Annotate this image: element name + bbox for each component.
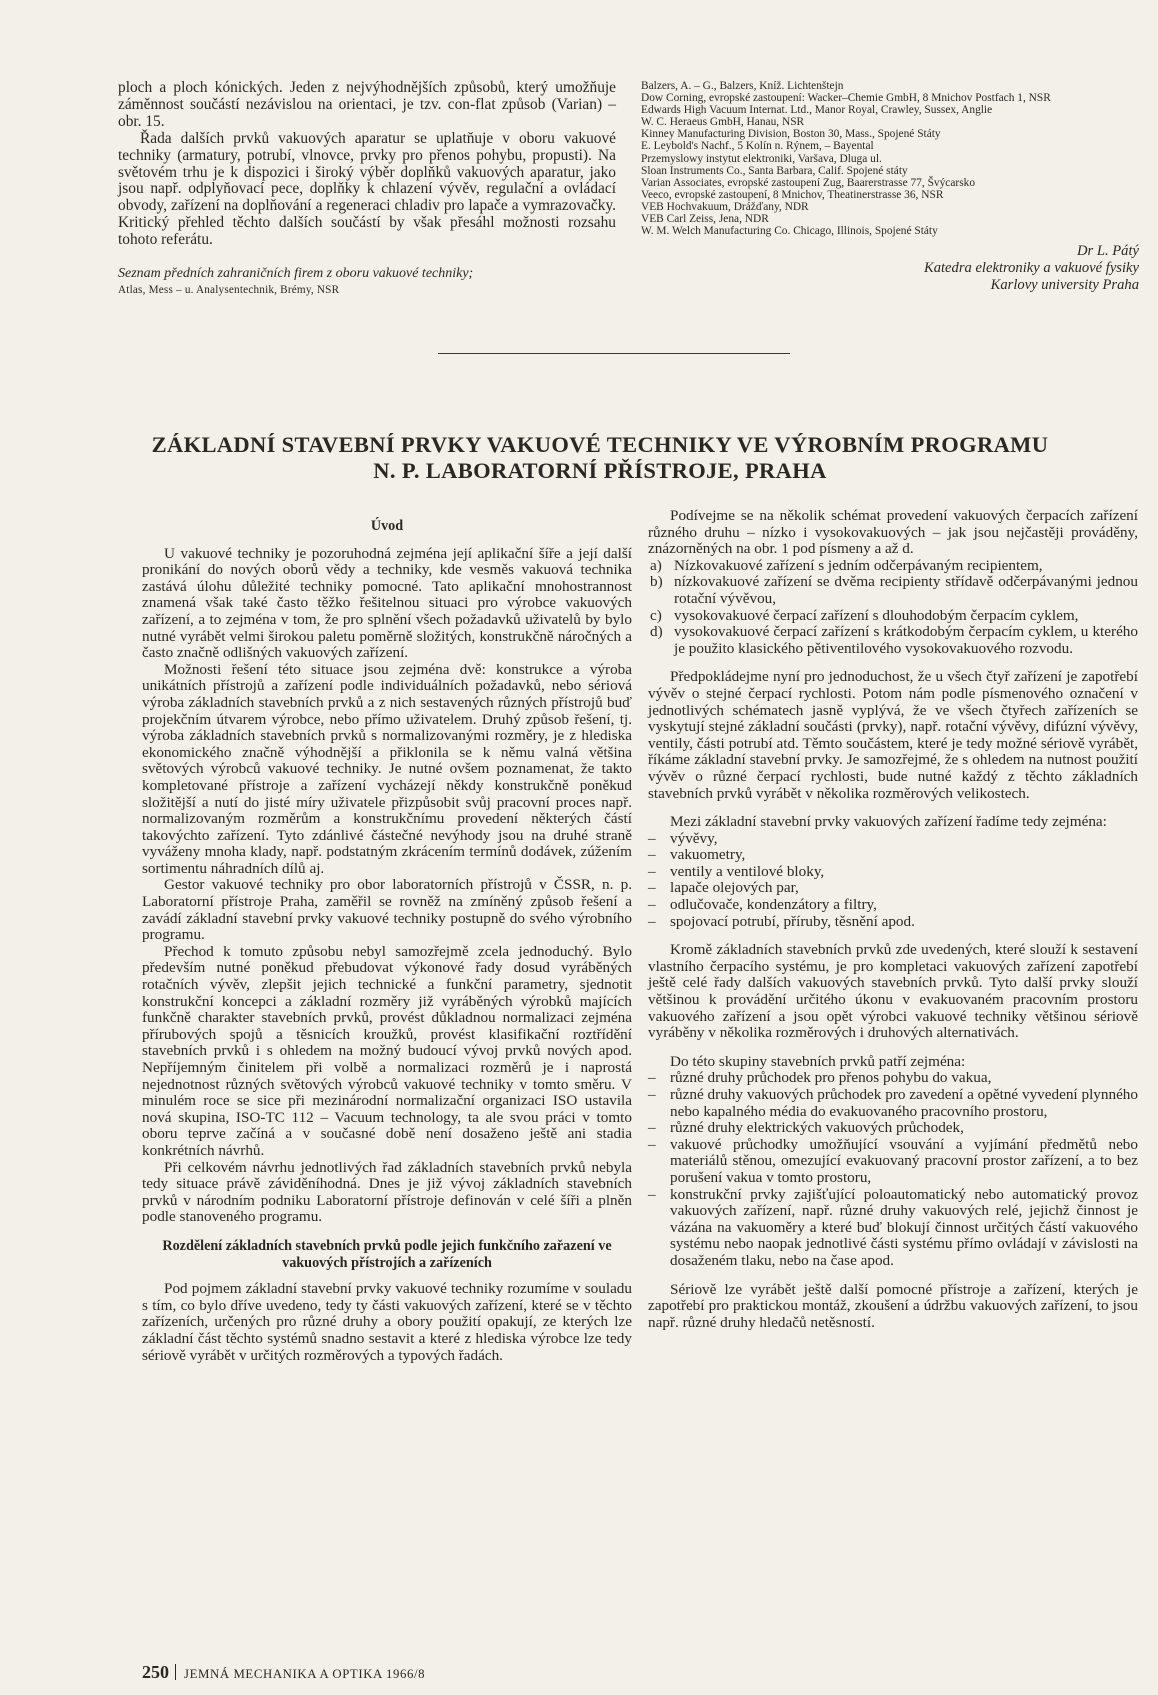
list-item-text: odlučovače, kondenzátory a filtry, (670, 896, 877, 914)
list-marker: b) (650, 573, 663, 591)
dash-list-additional-elements (648, 1070, 1138, 1269)
footer-separator (175, 1664, 176, 1680)
paragraph: Při celkovém návrhu jednotlivých řad základních stavebních prvků nebyla tedy situace právě záviděníhodná. Dnes je již vývoj základních stavebních prvků v národním podniku Laboratorní přístroje definován v celé šíři a plněn podle stanoveného programu. (142, 1158, 632, 1226)
paragraph: Kromě základních stavebních prvků zde uvedených, které slouží k sestavení vlastního čerpacího systému, je pro kompletaci vakuových zařízení zapotřebí ještě celé řady dalších vakuových stavebních prvků. Tyto další prvky slouží většinou k provádění určitého úkonu v evakuovaném pracovním prostoru vakuového zařízení a jsou opět výrobci vakuové techniky většinou sériově vyráběny v několika rozměrových i druhových alternativách. (648, 941, 1138, 1042)
list-item (648, 831, 1138, 848)
paragraph: Možnosti řešení této situace jsou zejména dvě: konstrukce a výroba unikátních přístrojů a zařízení podle individuálních požadavků, nebo sériová výroba základních stavebních prvků a z nich sestavených různých přístrojů buď projekčním útvarem výrobce, nebo přímo uživatelem. Druhý způsob řešení, tj. výroba základních stavebních prvků s normalizovanými rozměry, je z hlediska ekonomického značně výhodnější a přiklonila se k němu valná většina světových výrobců vakuové techniky. Je nutné ovšem poznamenat, že takto kompletované přístroje a zařízení vycházejí někdy konstrukčně poněkud složitější a nutí do jisté míry uživatele přizpůsobit svůj pracovní proces např. normalizovaným rozměrům a konstrukčnímu provedení některých částí takovýchto zařízení. Tyto zdánlivé částečné nevýhody jsou na druhé straně vyváženy mnoha klady, např. podstatným zkrácením termínů dodávek, zúžením sortimentu náhradních dílů aj. (142, 660, 632, 877)
dash-marker: – (648, 846, 656, 864)
list-item (648, 914, 1138, 931)
list-item-text: spojovací potrubí, příruby, těsnění apod. (670, 912, 915, 930)
list-item-text: Nízkovakuové zařízení s jedním odčerpávaným recipientem, (674, 556, 1043, 574)
list-item (648, 1070, 1138, 1087)
list-item-text: různé druhy průchodek pro přenos pohybu do vakua, (670, 1069, 992, 1087)
list-item (648, 880, 1138, 897)
paragraph: U vakuové techniky je pozoruhodná zejména její aplikační šíře a její další pronikání do nových oborů vědy a techniky, kde vesměs vakuová technika zastává úlohu důležité techniky pomocné. Tato aplikační mnohostrannost znamená však také často těžko řešitelnou situaci pro výrobce vakuových zařízení, a to zejména v tom, že pro splnění všech požadavků uživatelů by bylo nutné vyrábět velmi širokou paletu poměrně složitých, konstrukčně náročných a často značně odlišných vakuových zařízení. (142, 544, 632, 662)
list-item (648, 897, 1138, 914)
article-left-column (142, 518, 632, 1364)
dash-marker: – (648, 896, 656, 914)
list-item-text: různé druhy elektrických vakuových průchodek, (670, 1119, 964, 1137)
dash-marker: – (648, 862, 656, 880)
list-item-text: vakuové průchodky umožňující vsouvání a vyjímání předmětů nebo materiálů stěnou, omezující evakuovaný pracovní prostor zařízení, a to bez porušení vakua v tomto prostoru, (670, 1135, 1138, 1186)
firm-entry: W. C. Heraeus GmbH, Hanau, NSR (641, 116, 805, 129)
firm-entry: Kinney Manufacturing Division, Boston 30, Mass., Spojené Státy (641, 128, 941, 141)
list-item-text: vývěvy, (670, 829, 718, 847)
list-item (648, 847, 1138, 864)
firm-entry: Atlas, Mess – u. Analysentechnik, Brémy, NSR (118, 284, 340, 297)
list-item (648, 608, 1138, 625)
list-marker: c) (650, 606, 662, 624)
list-item (648, 1187, 1138, 1270)
section-heading-intro: Úvod (370, 518, 404, 534)
list-item-text: nízkovakuové zařízení se dvěma recipienty střídavě odčerpávanými jednou rotační vývěvou, (674, 573, 1138, 607)
firm-entry: Veeco, evropské zastoupení, 8 Mnichov, Theatinerstrasse 36, NSR (641, 188, 944, 201)
firm-entry: Varian Associates, evropské zastoupení Zug, Baarerstrasse 77, Švýcarsko (641, 176, 976, 189)
firm-entry: Balzers, A. – G., Balzers, Kníž. Lichtenštejn (641, 80, 844, 92)
dash-marker: – (648, 1135, 656, 1153)
dash-marker: – (648, 1086, 656, 1103)
paragraph: Předpokládejme nyní pro jednoduchost, že u všech čtyř zařízení je zapotřebí vývěv o stejné čerpací rychlosti. Potom nám podle písmenového označení v jednotlivých schématech jasně vyplývá, že ve všech čtyřech zařízeních se vyskytují stejné základní součásti (prvky), např. rotační vývěvy, difúzní vývěvy, ventily, části potrubí atd. Těmto součástem, které je tedy možné sériově vyrábět, říkáme základní stavební prvky. Je samozřejmé, že s ohledem na nutnost použití vývěv o různé čerpací rychlosti, bude nutné každý z těchto základních stavebních prvků vyrábět v několika rozměrových velikostech. (648, 668, 1138, 802)
list-item-text: vakuometry, (670, 846, 746, 864)
firm-entry: Przemyslowy instytut elektroniki, Varšava, Dluga ul. (641, 152, 882, 165)
list-item-text: konstrukční prvky zajišťující poloautomatický nebo automatický provoz vakuových zařízení, např. různé druhy vakuových relé, jejichž činnost je vázána na vakuoměry a které buď blokují činnost určitých částí vakuového systému nebo naopak jednotlivé části systému přímo ovládají v závislosti na dosaženém tlaku, nebo na čase apod. (670, 1185, 1138, 1269)
list-item (648, 574, 1138, 607)
firm-entry: Dow Corning, evropské zastoupení: Wacker–Chemie GmbH, 8 Mnichov Postfach 1, NSR (641, 92, 1051, 105)
list-item (648, 558, 1138, 575)
paragraph: Pod pojmem základní stavební prvky vakuové techniky rozumíme v souladu s tím, co bylo dříve uvedeno, tedy ty části vakuových zařízení, které se v těchto zařízeních, určených pro různé druhy a obory použití opakují, ze kterých lze základní část těchto systémů snadno sestavit a které z hlediska výrobce lze tedy sériově vyrábět v určitých rozměrových a typových řadách. (142, 1280, 632, 1364)
lettered-list (648, 558, 1138, 658)
author-name: Dr L. Pátý (1076, 243, 1139, 260)
list-item-text: vysokovakuové čerpací zařízení s dlouhodobým čerpacím cyklem, (674, 606, 1079, 624)
firm-list (641, 80, 1139, 237)
list-item-text: vysokovakuové čerpací zařízení s krátkodobým čerpacím cyklem, u kterého je použito klasického pětiventilového vysokovakuového rozvodu. (674, 623, 1138, 657)
paragraph: ploch a ploch kónických. Jeden z nejvýhodnějších způsobů, který umožňuje záměnnost součástí nezávislou na orientaci, je tzv. con-flat způsob (Varian) – obr. 15. (118, 79, 616, 130)
article-title-line: ZÁKLADNÍ STAVEBNÍ PRVKY VAKUOVÉ TECHNIKY VE VÝROBNÍM PROGRAMU (151, 432, 1049, 457)
dash-marker: – (648, 1069, 656, 1087)
previous-article-left-column (118, 80, 616, 299)
paragraph: Do této skupiny stavebních prvků patří zejména: (670, 1052, 966, 1070)
list-item-text: různé druhy vakuových průchodek pro zavedení a opětné vyvedení plynného nebo kapalného média do evakuovaného pracovního prostoru, (670, 1086, 1138, 1120)
article-divider (438, 353, 790, 354)
list-item (648, 624, 1138, 657)
article-title (100, 432, 1100, 484)
firm-entry: VEB Hochvakuum, Drážďany, NDR (641, 200, 809, 213)
author-signature (641, 243, 1139, 294)
page-footer (142, 1663, 742, 1683)
firm-entry: E. Leybold's Nachf., 5 Kolín n. Rýnem, – Bayental (641, 140, 874, 153)
author-department: Katedra elektroniky a vakuové fysiky (923, 260, 1139, 277)
firm-entry: Sloan Instruments Co., Santa Barbara, Calif. Spojené státy (641, 164, 908, 177)
paragraph: Sériově lze vyrábět ještě další pomocné přístroje a zařízení, kterých je zapotřebí pro praktickou montáž, zkoušení a údržbu vakuových zařízení, to jsou např. různé druhy hledačů netěsností. (648, 1280, 1138, 1331)
dash-marker: – (648, 1185, 656, 1203)
firm-entry: Edwards High Vacuum Internat. Ltd., Manor Royal, Crawley, Sussex, Anglie (641, 104, 993, 117)
firms-list-heading: Seznam předních zahraničních firem z oboru vakuové techniky; (118, 266, 474, 282)
article-title-line: N. P. LABORATORNÍ PŘÍSTROJE, PRAHA (373, 458, 827, 483)
list-marker: d) (650, 623, 663, 641)
firm-entry: W. M. Welch Manufacturing Co. Chicago, Illinois, Spojené Státy (641, 225, 938, 238)
dash-marker: – (648, 879, 656, 897)
paragraph: Přechod k tomuto způsobu nebyl samozřejmě zcela jednoduchý. Bylo především nutné poněkud přebudovat výkonové řady dosud vyráběných rotačních vývěv, zlepšit jejich technické a funkční parametry, sjednotit konstrukční koncepci a základní rozměry již vyráběných výrobků majících funkčně charakter stavebních prvků, provést důkladnou normalizaci zejména přírubových spojů a těsnicích kroužků, provést klasifikační roztřídění stavebních prvků i s ohledem na možný budoucí vývoj prvků nových apod. Nepříjemným činitelem při volbě a normalizaci rozměrů je i naprostá nejednotnost různých světových výrobců vakuové techniky v tomto směru. V minulém roce se sice při mezinárodní normalizační organizaci ISO ustavila nová skupina, ISO-TC 112 – Vacuum technology, ta ale svou práci v tomto oboru teprve začíná a v současné době není dosaženo ještě ani stadia konkrétních návrhů. (142, 942, 632, 1159)
list-item-text: lapače olejových par, (670, 879, 799, 897)
dash-marker: – (648, 912, 656, 930)
list-item (648, 1087, 1138, 1120)
list-item (648, 1137, 1138, 1187)
paragraph: Řada dalších prvků vakuových aparatur se uplatňuje v oboru vakuové techniky (armatury, potrubí, vlnovce, prvky pro přenos pohybu, propusti). Na světovém trhu je k dispozici i široký výběr doplňků vakuových aparatur, jako jsou např. odplyňovací pece, doplňky k chlazení vývěv, regulační a ovládací obvody, zařízení na doplňování a regeneraci chladiv pro lapače a vymrazovačky. Kritický přehled těchto dalších součástí by však přesáhl možnosti rozsahu tohoto referátu. (118, 129, 616, 249)
list-marker: a) (650, 556, 662, 574)
page-number: 250 (142, 1662, 169, 1682)
dash-marker: – (648, 1119, 656, 1137)
dash-marker: – (648, 829, 656, 847)
author-university: Karlovy university Praha (990, 277, 1139, 294)
list-item (648, 1120, 1138, 1137)
section-heading-classification: Rozdělení základních stavebních prvků podle jejich funkčního zařazení ve vakuových přístrojích a zařízeních (162, 1237, 612, 1271)
list-item-text: ventily a ventilové bloky, (670, 862, 825, 880)
journal-name: JEMNÁ MECHANIKA A OPTIKA 1966/8 (184, 1667, 426, 1681)
paragraph: Mezi základní stavební prvky vakuových zařízení řadíme tedy zejména: (670, 813, 1107, 831)
firm-entry: VEB Carl Zeiss, Jena, NDR (641, 213, 769, 226)
article-right-column (648, 508, 1138, 1331)
paragraph: Gestor vakuové techniky pro obor laboratorních přístrojů v ČSSR, n. p. Laboratorní přístroje Praha, zaměřil se rovněž na zmíněný způsob řešení a zavádí základní stavební prvky vakuové techniky postupně do svého výrobního programu. (142, 876, 632, 944)
dash-list-basic-elements (648, 831, 1138, 931)
paragraph: Podívejme se na několik schémat provedení vakuových čerpacích zařízení různého druhu – nízko i vysokovakuových – jak jsou nejčastěji prováděny, znázorněných na obr. 1 pod písmeny a až d. (648, 507, 1138, 558)
previous-article-right-column (641, 80, 1139, 294)
list-item (648, 864, 1138, 881)
